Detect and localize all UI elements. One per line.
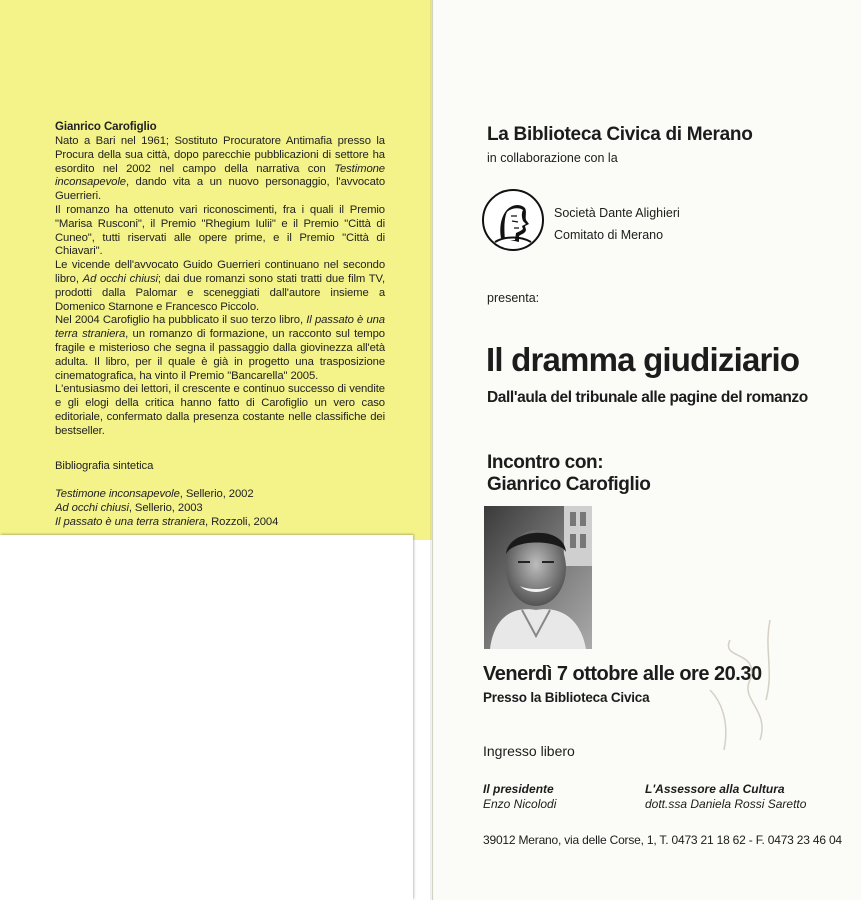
- president-name: Enzo Nicolodi: [483, 797, 557, 811]
- fold-shadow: [430, 0, 434, 900]
- bibliography-list: [55, 488, 385, 529]
- white-card-overlay: [0, 535, 413, 900]
- bio-p1-text-b: , dando vita a un nuovo personaggio, l'avvocato Guerrieri.: [55, 176, 385, 203]
- collaboration-line: in collaborazione con la: [487, 151, 618, 165]
- bio-paragraph-1: [55, 135, 385, 204]
- author-bio: [55, 135, 385, 439]
- admission-note: Ingresso libero: [483, 743, 575, 759]
- bio-paragraph-3: [55, 259, 385, 314]
- assessor-name: dott.ssa Daniela Rossi Saretto: [645, 797, 807, 811]
- book-publisher: , Sellerio, 2003: [128, 501, 203, 514]
- book-publisher: , Rozzoli, 2004: [205, 515, 279, 528]
- book-publisher: , Sellerio, 2002: [179, 488, 254, 500]
- society-committee: Comitato di Merano: [554, 228, 664, 242]
- bio-p3-text-a: Le vicende dell'avvocato Guido Guerrieri continuano nel secondo libro,: [55, 259, 385, 285]
- meeting-line-1: Incontro con:: [487, 452, 604, 473]
- bio-paragraph-4: [55, 314, 385, 383]
- dante-alighieri-logo-icon: [481, 188, 545, 252]
- bio-paragraph-2: Il romanzo ha ottenuto vari riconoscimenti, fra i quali il Premio "Marisa Rusconi", il Premio "Rhegium Iulii" e il Premio "Città di Cuneo", tutti riservati alle opere prime, e il Premio "Città di Chiavari".: [55, 203, 385, 258]
- bio-p4-text-a: Nel 2004 Carofiglio ha pubblicato il suo terzo libro,: [55, 314, 307, 327]
- bibliography-item: [55, 502, 385, 516]
- event-subtitle: Dall'aula del tribunale alle pagine del romanzo: [487, 389, 808, 406]
- author-portrait-photo: [484, 506, 592, 649]
- event-title: Il dramma giudiziario: [486, 341, 800, 378]
- president-title: Il presidente: [483, 782, 554, 796]
- bio-p3-text-b: ; dai due romanzi sono stati tratti due film TV, prodotti dalla Palomar e sceneggiati dall'autore insieme a Domenico Starnone e Francesco Piccolo.: [55, 272, 385, 313]
- meeting-heading: [487, 452, 650, 496]
- presents-label: presenta:: [487, 291, 540, 305]
- pencil-scribble-marks: [690, 600, 790, 780]
- assessor-title: L'Assessore alla Cultura: [645, 782, 785, 796]
- bibliography-item: [55, 488, 385, 502]
- organizer-title: La Biblioteca Civica di Merano: [487, 124, 753, 145]
- event-date-time: Venerdì 7 ottobre alle ore 20.30: [483, 663, 762, 685]
- bio-p1-text-a: Nato a Bari nel 1961; Sostituto Procuratore Antimafia presso la Procura della sua città, dopo parecchie pubblicazioni di settore ha esordito nel 2002 nel campo della narrativa con: [55, 135, 385, 175]
- bio-p4-italic-title: Il passato è una terra straniera: [55, 314, 385, 341]
- book-title: Il passato è una terra straniera: [55, 515, 206, 528]
- bio-paragraph-5: L'entusiasmo dei lettori, il crescente e continuo successo di vendite e gli elogi della critica hanno fatto di Carofiglio un vero caso editoriale, confermato dalla presenza costante nelle classifiche dei bestseller.: [55, 383, 385, 437]
- author-name-heading: Gianrico Carofiglio: [55, 121, 157, 133]
- bio-p3-italic-title: Ad occhi chiusi: [82, 272, 158, 285]
- event-venue: Presso la Biblioteca Civica: [483, 690, 650, 705]
- book-title: Testimone inconsapevole: [55, 488, 180, 500]
- society-name: Società Dante Alighieri: [554, 206, 680, 220]
- bibliography-item: [55, 516, 385, 530]
- book-title: Ad occhi chiusi: [55, 501, 129, 514]
- bio-p4-text-b: , un romanzo di formazione, un racconto sul tempo fragile e misterioso che segna il passaggio dalla giovinezza all'età adulta. Il libro, per il quale è già in progetto una trasposizione cinematografica, ha vinto il Premio "Bancarella" 2005.: [55, 328, 385, 382]
- contact-address: 39012 Merano, via delle Corse, 1, T. 0473 21 18 62 - F. 0473 23 46 04: [483, 833, 842, 847]
- bio-p1-italic-title: Testimone inconsapevole: [55, 162, 385, 189]
- bibliography-heading: Bibliografia sintetica: [55, 460, 154, 472]
- meeting-line-2: Gianrico Carofiglio: [487, 474, 651, 495]
